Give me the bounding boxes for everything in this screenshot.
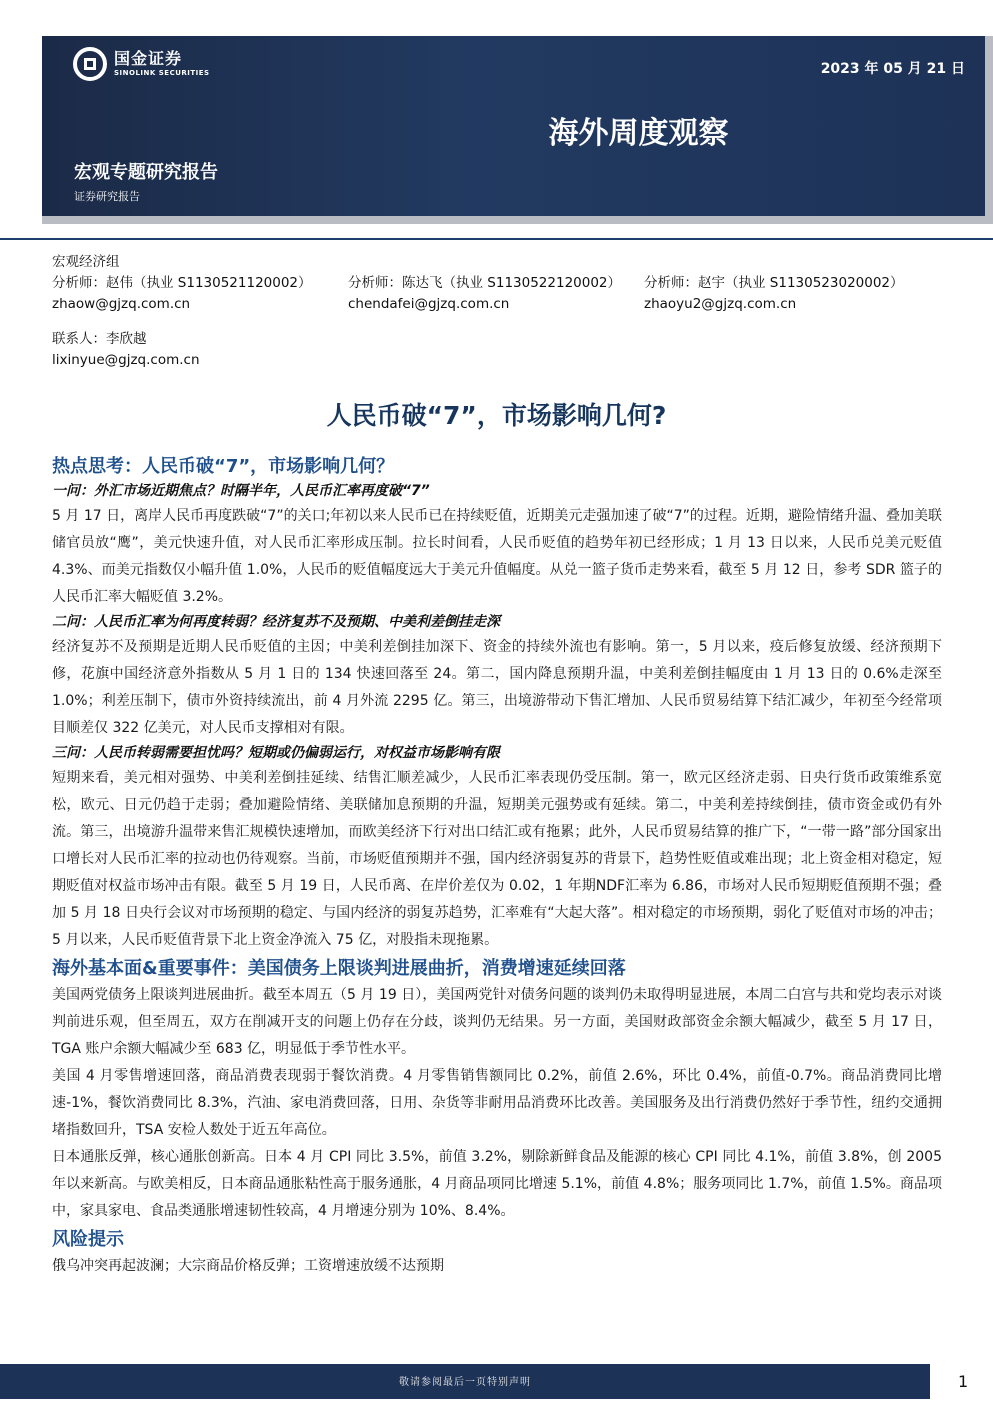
section-hot-topic-title: 热点思考：人民币破“7”，市场影响几何？ (52, 456, 395, 477)
research-group: 宏观经济组 (52, 254, 120, 270)
analyst-1-email[interactable]: zhaow@gjzq.com.cn (52, 296, 191, 312)
fundamentals-paragraph-2: 美国 4 月零售增速回落，商品消费表现弱于餐饮消费。4 月零售销售额同比 0.2%，前值 2.6%，环比 0.4%，前值-0.7%。商品消费同比增速-1%，餐饮消费同比 8.3%，汽油、家电消费回落，日用、杂货等非耐用品消费环比改善。美国服务及出行消费仍然好于季节性，纽约交通拥堵指数回升，TSA 安检人数处于近五年高位。 (52, 1068, 942, 1138)
contact-person: 联系人：李欣越 (52, 331, 147, 347)
fundamentals-paragraph-1: 美国两党债务上限谈判进展曲折。截至本周五（5 月 19 日），美国两党针对债务问题的谈判仍未取得明显进展，本周二白宫与共和党均表示对谈判前进乐观，但至周五，双方在削减开支的问题上仍存在分歧，谈判仍无结果。另一方面，美国财政部资金余额大幅减少，截至 5 月 17 日，TGA 账户余额大幅减少至 683 亿，明显低于季节性水平。 (52, 987, 942, 1057)
report-date: 2023 年 05 月 21 日 (820, 61, 965, 77)
section-risk-title: 风险提示 (52, 1229, 124, 1250)
report-title: 海外周度观察 (548, 116, 729, 151)
report-headline: 人民币破“7”，市场影响几何? (326, 401, 667, 430)
header-divider (0, 238, 993, 240)
report-body (52, 452, 942, 1280)
question-2-title: 二问：人民币汇率为何再度转弱？经济复苏不及预期、中美利差倒挂走深 (52, 614, 500, 630)
brand-name (114, 50, 210, 78)
question-1-text: 5 月 17 日，离岸人民币再度跌破“7”的关口;年初以来人民币已在持续贬值，近期美元走强加速了破“7”的过程。近期，避险情绪升温、叠加美联储官员放“鹰”，美元快速升值，对人民币汇率形成压制。拉长时间看，人民币贬值的趋势年初已经形成；1 月 13 日以来，人民币兑美元贬值 4.3%、而美元指数仅小幅升值 1.0%，人民币的贬值幅度远大于美元升值幅度。从兑一篮子货币走势来看，截至 5 月 12 日，参考 SDR 篮子的人民币汇率大幅贬值 3.2%。 (52, 508, 942, 605)
question-3-title: 三问：人民币转弱需要担忧吗？短期或仍偏弱运行，对权益市场影响有限 (52, 745, 500, 761)
question-3-text: 短期来看，美元相对强势、中美利差倒挂延续、结售汇顺差减少，人民币汇率表现仍受压制。第一，欧元区经济走弱、日央行货币政策维系宽松，欧元、日元仍趋于走弱；叠加避险情绪、美联储加息预期的升温，短期美元强势或有延续。第二，中美利差持续倒挂，债市资金或仍有外流。第三，出境游升温带来售汇规模快速增加，而欧美经济下行对出口结汇或有拖累；此外，人民币贸易结算的推广下，“一带一路”部分国家出口增长对人民币汇率的拉动也仍待观察。当前，市场贬值预期并不强，国内经济弱复苏的背景下，趋势性贬值或难出现；北上资金相对稳定，短期贬值对权益市场冲击有限。截至 5 月 19 日，人民币离、在岸价差仅为 0.02，1 年期NDF汇率为 6.86，市场对人民币短期贬值预期不强；叠加 5 月 18 日央行会议对市场预期的稳定、与国内经济的弱复苏趋势，汇率难有“大起大落”。相对稳定的市场预期，弱化了贬值对市场的冲击；5 月以来，人民币贬值背景下北上资金净流入 75 亿，对股指未现拖累。 (52, 770, 942, 948)
page-number: 1 (958, 1372, 969, 1391)
section-fundamentals-title: 海外基本面&重要事件：美国债务上限谈判进展曲折，消费增速延续回落 (52, 958, 626, 979)
header-banner (42, 36, 985, 216)
analyst-lines (52, 273, 940, 294)
report-type: 证券研究报告 (74, 190, 140, 203)
brand-name-en: SINOLINK SECURITIES (114, 69, 210, 77)
analyst-2-email[interactable]: chendafei@gjzq.com.cn (348, 296, 510, 312)
question-2-text: 经济复苏不及预期是近期人民币贬值的主因；中美利差倒挂加深下、资金的持续外流也有影响。第一，5 月以来，疫后修复放缓、经济预期下修，花旗中国经济意外指数从 5 月 1 日的 134 快速回落至 24。第二，国内降息预期升温，中美利差倒挂幅度由 1 月 13 日的 0.6%走深至 1.0%；利差压制下，债市外资持续流出，前 4 月外流 2295 亿。第三，出境游带动下售汇增加、人民币贸易结算下结汇减少，年初至今经常项目顺差仅 322 亿美元，对人民币支撑相对有限。 (52, 639, 942, 736)
analyst-3: 分析师：赵宇（执业 S1130523020002） (644, 275, 904, 291)
brand-name-cn: 国金证券 (114, 49, 183, 68)
question-1-title: 一问：外汇市场近期焦点？时隔半年，人民币汇率再度破“7” (52, 483, 430, 499)
risk-text: 俄乌冲突再起波澜；大宗商品价格反弹；工资增速放缓不达预期 (52, 1258, 444, 1274)
header-banner-shadow (42, 36, 993, 224)
report-subtitle: 宏观专题研究报告 (74, 162, 218, 183)
author-block (52, 252, 940, 371)
contact-email[interactable]: lixinyue@gjzq.com.cn (52, 352, 200, 368)
analyst-1: 分析师：赵伟（执业 S1130521120002） (52, 275, 312, 291)
analyst-3-email[interactable]: zhaoyu2@gjzq.com.cn (644, 296, 797, 312)
analyst-2: 分析师：陈达飞（执业 S1130522120002） (348, 275, 622, 291)
sinolink-logo-icon (72, 46, 108, 82)
analyst-emails (52, 294, 940, 315)
footer-disclaimer: 敬请参阅最后一页特别声明 (399, 1377, 531, 1388)
fundamentals-paragraph-3: 日本通胀反弹，核心通胀创新高。日本 4 月 CPI 同比 3.5%，前值 3.2%，剔除新鲜食品及能源的核心 CPI 同比 4.1%，前值 3.8%，创 2005 年以来新高。与欧美相反，日本商品通胀粘性高于服务通胀，4 月商品项同比增速 5.1%，前值 4.8%；服务项同比 1.7%，前值 1.5%。商品项中，家具家电、食品类通胀增速韧性较高，4 月增速分别为 10%、8.4%。 (52, 1149, 942, 1219)
brand-logo (72, 44, 210, 84)
